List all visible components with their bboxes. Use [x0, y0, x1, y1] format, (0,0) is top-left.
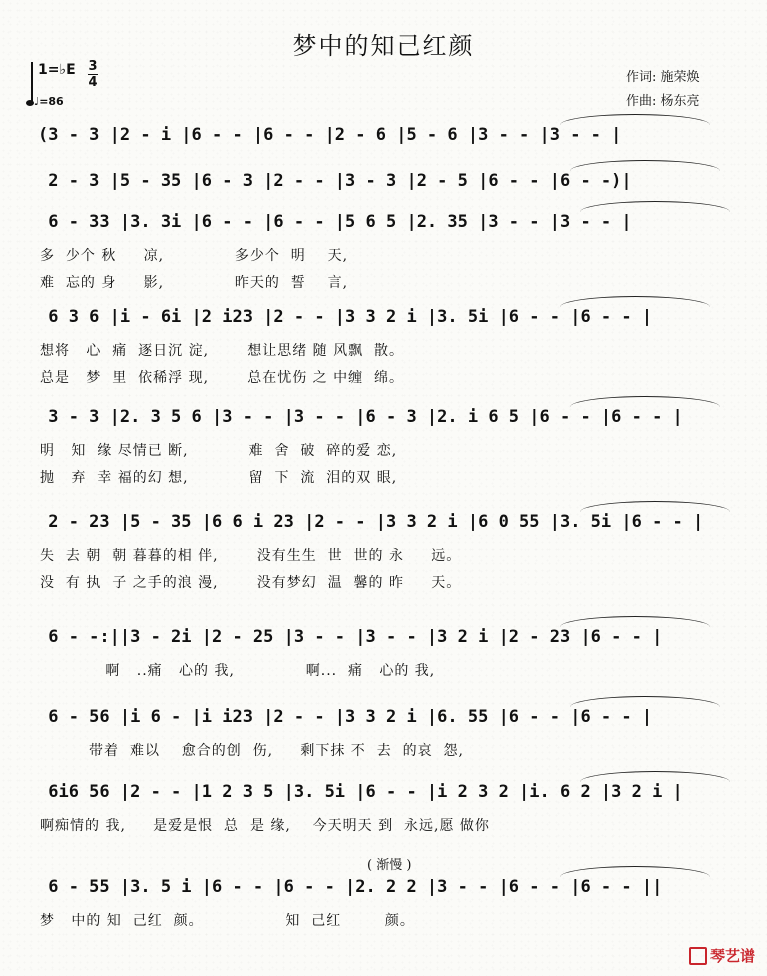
- lyric-verse-1: 多 少个 秋 凉, 多少个 明 天,: [40, 248, 349, 264]
- notation-line: 2 - 23 |5 - 35 |6 6 i 23 |2 - - |3 3 2 i |6 0 55 |3. 5i |6 - - |: [38, 512, 704, 532]
- lyric-verse-1: 梦 中的 知 己红 颜。 知 己红 颜。: [40, 913, 415, 929]
- notation-line: 2 - 3 |5 - 35 |6 - 3 |2 - - |3 - 3 |2 - 5 |6 - - |6 - -)|: [38, 171, 632, 191]
- notation-line: 6i6 56 |2 - - |1 2 3 5 |3. 5i |6 - - |i 2 3 2 |i. 6 2 |3 2 i |: [38, 782, 683, 802]
- lyric-verse-1: 带着 难以 愈合的创 伤, 剩下抹 不 去 的哀 怨,: [40, 743, 464, 759]
- lyric-verse-1: 啊痴情的 我, 是爱是恨 总 是 缘, 今天明天 到 永远,愿 做你: [40, 818, 490, 834]
- lyric-verse-1: 明 知 缘 尽情已 断, 难 舍 破 碎的爱 恋,: [40, 443, 398, 459]
- slur-mark: [560, 114, 710, 125]
- song-title: 梦中的知己红颜: [292, 32, 475, 60]
- notation-line: 6 - -:||3 - 2i |2 - 25 |3 - - |3 - - |3 2 i |2 - 23 |6 - - |: [38, 627, 663, 647]
- lyricist-credit: 作词: 施荣焕: [626, 70, 700, 85]
- slur-mark: [570, 396, 720, 407]
- time-signature: 3 4: [88, 59, 98, 90]
- notation-line: 3 - 3 |2. 3 5 6 |3 - - |3 - - |6 - 3 |2. i 6 5 |6 - - |6 - - |: [38, 407, 683, 427]
- lyric-verse-2: 抛 弃 幸 福的幻 想, 留 下 流 泪的双 眼,: [40, 470, 398, 486]
- notation-line: (3 - 3 |2 - i |6 - - |6 - - |2 - 6 |5 - 6 |3 - - |3 - - |: [38, 125, 622, 145]
- lyric-verse-1: 想将 心 痛 逐日沉 淀, 想让思绪 随 风飘 散。: [40, 343, 405, 359]
- watermark-text: 琴艺谱: [709, 947, 755, 965]
- slur-mark: [580, 501, 730, 512]
- slur-mark: [560, 616, 710, 627]
- lyric-verse-1: 失 去 朝 朝 暮暮的相 伴, 没有生生 世 世的 永 远。: [40, 548, 462, 564]
- score-system: [0, 205, 767, 301]
- score-system: [0, 300, 767, 396]
- watermark-logo: [689, 945, 755, 966]
- key-signature: 1=♭E: [38, 62, 76, 78]
- lyric-verse-2: 总是 梦 里 依稀浮 现, 总在忧伤 之 中缠 绵。: [40, 370, 405, 386]
- ritardando-mark: ( 渐慢 ): [367, 858, 412, 873]
- score-system: [0, 505, 767, 601]
- notation-line: 6 - 56 |i 6 - |i i23 |2 - - |3 3 2 i |6. 55 |6 - - |6 - - |: [38, 707, 653, 727]
- lyric-verse-2: 难 忘的 身 影, 昨天的 誓 言,: [40, 275, 349, 291]
- notation-line: 6 3 6 |i - 6i |2 i23 |2 - - |3 3 2 i |3. 5i |6 - - |6 - - |: [38, 307, 653, 327]
- composer-credit: 作曲: 杨东亮: [626, 94, 700, 109]
- tempo-bpm: ♩=86: [34, 95, 64, 108]
- notation-line: 6 - 55 |3. 5 i |6 - - |6 - - |2. 2 2 |3 - - |6 - - |6 - - ||: [38, 877, 663, 897]
- lyric-verse-2: 没 有 执 子 之手的浪 漫, 没有梦幻 温 馨的 昨 天。: [40, 575, 462, 591]
- notation-line: 6 - 33 |3. 3i |6 - - |6 - - |5 6 5 |2. 35 |3 - - |3 - - |: [38, 212, 632, 232]
- lyric-verse-1: 啊 ..痛 心的 我, 啊... 痛 心的 我,: [40, 663, 436, 679]
- logo-icon: [689, 947, 707, 965]
- score-system: [0, 400, 767, 496]
- score-system: [0, 870, 767, 966]
